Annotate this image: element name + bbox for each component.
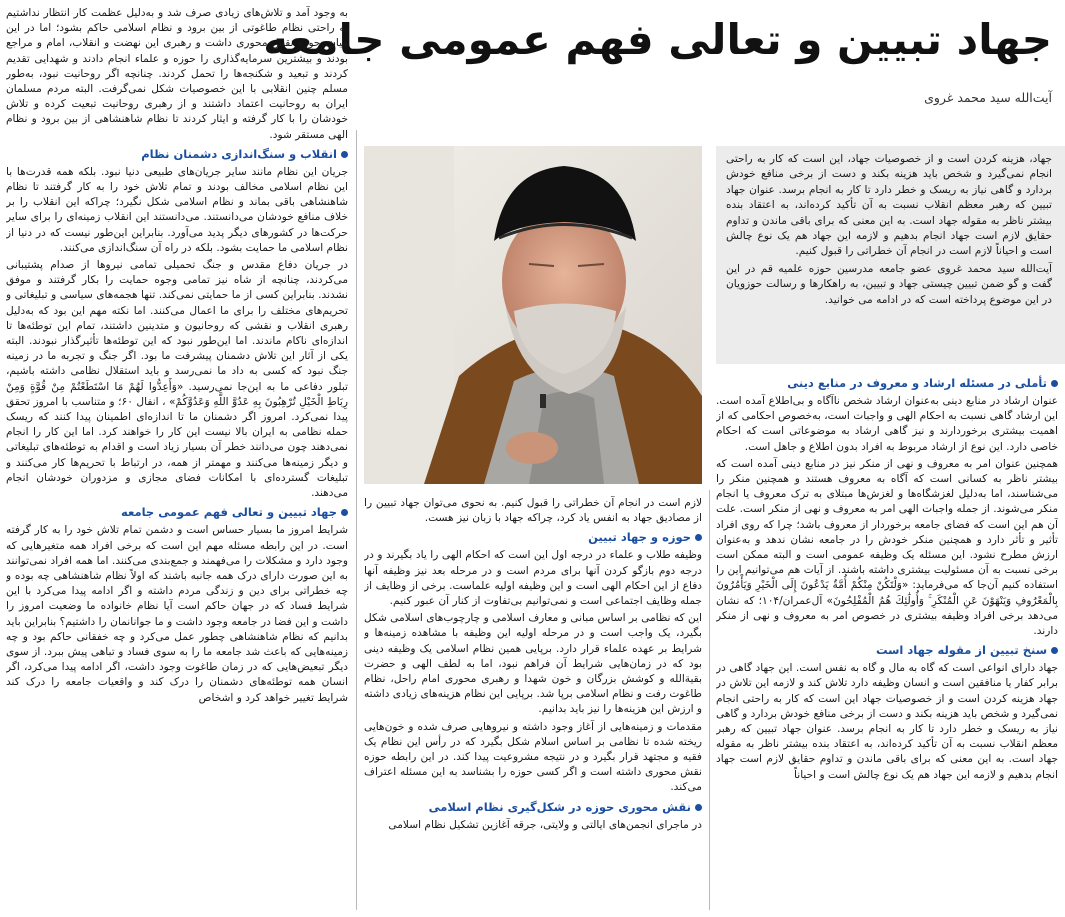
- intro-para-2: آیت‌الله سید محمد غروی عضو جامعه مدرسین حوزه علمیه قم در این گفت و گو ضمن تبیین چیستی جهاد و تبیین، به راهکارها و رسالت حوزویان در این موضوع پرداخته است که در ادامه می خوانید.: [726, 262, 1052, 306]
- right-para-3: جهاد دارای انواعی است که گاه به مال و گاه به نفس است. این جهاد گاهی در برابر کفار یا منافقین است و انسان وظیفه دارد تلاش کند و لازمه این تلاش در جهاد هزینه کردن است و از خصوصیات جهاد این است که کار به راحتی انجام نمی‌گیرد و شخص باید هزینه بکند و دست از برخی منافع خودش بردارد و گاهی نیاز به ریسک و خطر دارد تا کار به انجام برسد. عنوان جهاد تبیین که رهبر معظم انقلاب نسبت به آن تأکید کرده‌اند، به اعتقاد بنده بیشتر ناظر به مقوله جهاد است. به این معنی که برای باقی ماندن و تداوم حقایق لازم است جهاد انجام بدهیم و لازمه این جهاد هم یک نوع چالش است و احیاناً: [716, 662, 1058, 781]
- bullet-icon: [695, 804, 702, 811]
- middle-column: [364, 496, 702, 914]
- bullet-icon: [1051, 380, 1058, 387]
- left-para-1: به وجود آمد و تلاش‌های زیادی صرف شد و به‌دلیل عظمت کار انتظار نداشتیم به راحتی نظام طاغوتی از بین برود و نظام اسلامی حاکم بشود؛ اما در این میان، حوزه نقش محوری داشت و رهبری این نهضت و انقلاب، امام و مراجع بودند و بیشترین سرمایه‌گذاری را حوزه و علماء انجام دادند و شهدایی تقدیم کردند و تبعید و شکنجه‌ها را تحمل کردند. چنانچه اگر روحانیت نبود، به‌طور مسلم چنین انقلابی با این خصوصیات شکل نمی‌گرفت. البته مردم مسلمان ایران به روحانیت اعتماد داشتند و از رهبری روحانیت تبعیت کرده و تلاش خودشان را با کار گرفته و ایثار کردند تا نظام شاهنشاهی از بین برود و نظام الهی مستقر شود.: [6, 7, 348, 141]
- microphone-icon: [540, 394, 546, 408]
- middle-subhead-1: [364, 529, 702, 546]
- left-para-4: شرایط امروز ما بسیار حساس است و دشمن تمام تلاش خود را به کار گرفته است. در این رابطه مسئله مهم این است که برخی افراد همه متغیرهایی که وجود دارد و مشکلات را می‌فهمند و جمع‌بندی می‌کنند. اما همه افراد نمی‌توانند به این صورت دارای درک همه جانبه باشند که اولاً نظام شاهنشاهی چه بوده و چه خطراتی برای دین و زندگی مردم داشته و اگر ادامه پیدا می‌کرد با این شرایط فساد که در جهان حاکم است آیا نظام خانواده ما وضعیت امروز را داشت و این فضا در جامعه وجود داشت و ما جوانانمان را داشتیم؟ بنابراین باید بدانیم که نظام شاهنشاهی چطور عمل می‌کرد و چه خفقانی حاکم بود و چه زمینه‌هایی که باعث شد جامعه ما را به سوی فساد و تباهی پیش ببرد. از سوی دیگر تبعیض‌هایی که در زمان طاغوت وجود داشت، اگر ادامه پیدا می‌کرد، اگر انسان همه توطئه‌های دشمنان را درک کند و واقعیات جامعه را درک کند شرایط تغییر خواهد کرد و اشخاص: [6, 524, 348, 704]
- middle-para-3: این که نظامی بر اساس مبانی و معارف اسلامی و چارچوب‌های اسلامی شکل بگیرد، یک واجب است و در مرحله اولیه این وظیفه با مشاهده زمینه‌ها و شرایط بر عهده علماء قرار دارد. برپایی همین نظام اسلامی یک وظیفه دینی بود که در زمان‌هایی شرایط آن فراهم نبود، اما به لطف الهی و حضرت بقیة‌الله و کوشش بزرگان و خون شهدا و رهبری محوری امام راحل، نظام طاغوت رفت و نظام اسلامی برپا شد. برپایی این نظام هزینه‌های زیادی داشته و ارزش این هزینه‌ها را نیز باید بدانیم.: [364, 612, 702, 716]
- left-subhead-2-text: جهاد تبیین و تعالی فهم عمومی جامعه: [121, 505, 337, 520]
- right-para-2: همچنین عنوان امر به معروف و نهی از منکر نیز در منابع دینی آمده است که بیشتر ناظر به کسانی است که آگاه به معروف هستند و همچنین منکر را می‌شناسند، اما به‌دلیل لغزشگاه‌ها و لغزش‌ها مبتلای به ترک معروف یا انجام منکر می‌شوند. از جمله واجبات الهی امر به معروف و نهی از منکر است. علت آن هم این است که فضای جامعه برخوردار از معروف باشد؛ چرا که روی افراد تأثیر و تأثر دارد و همچنین منکر خودش را در جامعه نشان ندهد و به‌عنوان ارزش مطرح نشود. این مسئله یک وظیفه عمومی است و البته ممکن است برخی نسبت به آن مسئولیت بیشتری داشته باشند. از آیات هم می‌توانیم این را استفاده کنیم آن‌جا که می‌فرماید: «وَلْتَكُنْ مِنْكُمْ أُمَّةٌ يَدْعُونَ إِلَى الْخَيْرِ وَيَأْمُرُونَ بِالْمَعْرُوفِ وَيَنْهَوْنَ عَنِ الْمُنْكَرِ ۚ وَأُولَٰئِكَ هُمُ الْمُفْلِحُونَ» آل‌عمران/۱۰۴؛ که نشان می‌دهد برخی افراد وظیفه بیشتری در خصوص امر به معروف و نهی از منکر دارند.: [716, 457, 1058, 638]
- right-subhead-1-text: تأملی در مسئله ارشاد و معروف در منابع دینی: [787, 376, 1047, 390]
- left-column: [6, 6, 348, 914]
- intro-box: [716, 146, 1065, 364]
- left-para-3: در جریان دفاع مقدس و جنگ تحمیلی تمامی نیروها از صدام پشتیبانی می‌کردند، چنانچه از شاه نیز تمامی وجوه حمایت را بکار گرفتند و موفق نشدند. بنابراین کسی از ما حمایتی نمی‌کند. تنها هجمه‌های سیاسی و تبلیغاتی و تحریم‌های مختلف را برای ما اعمال می‌کنند. اما نکته مهم این بود که به‌دلیل رهبری انقلاب و نقشی که روحانیون و متدینین داشتند، تمام این توطئه‌ها تا اندازه‌ای ناکام ماندند. اما این‌طور نبود که این توطئه‌ها تأثیرگذار نبودند. البته یکی از آثار این تلاش دشمنان پیشرفت ما بود. اگر جنگ و تجربه ما در زمینه جنگ نبود که کسی به داد ما نمی‌رسد و باید استقلال نظامی داشته باشیم، تبلور دفاعی ما به این‌جا نمی‌رسید. «وَأَعِدُّوا لَهُمْ مَا اسْتَطَعْتُمْ مِنْ قُوَّةٍ وَمِنْ رِبَاطِ الْخَيْلِ تُرْهِبُونَ بِهِ عَدُوَّ اللَّهِ وَعَدُوَّكُمْ» ، انفال ۶۰؛ و متناسب با امروز تحقق پیدا نمی‌کرد. امروز اگر دشمنان ما تا اندازه‌ای اطمینان پیدا کنند که ریسک حمله نظامی به ایران بالا نیست این کار را خواهند کرد. اما این کار را انجام نمی‌دهند چون می‌دانند خطر آن بسیار زیاد است و اقدام به توطئه‌های تبلیغاتی و دیگر زمینه‌ها می‌کنند و مهمتر از همه، در ارتباط با تحریم‌ها کار می‌کنند و تبلیغات گسترده‌ای با امکانات فضای مجازی و مزدوران خودشان انجام می‌دهند.: [6, 259, 348, 500]
- left-subhead-1: [6, 146, 348, 163]
- middle-subhead-1-text: حوزه و جهاد تبیین: [588, 530, 691, 545]
- middle-subhead-2-text: نقش محوری حوزه در شکل‌گیری نظام اسلامی: [428, 799, 691, 814]
- right-subhead-2-text: سنخ تبیین از مقوله جهاد است: [875, 643, 1047, 658]
- article-title: جهاد تبیین و تعالی فهم عمومی جامعه: [263, 15, 1052, 64]
- left-subhead-1-text: انقلاب و سنگ‌اندازی دشمنان نظام: [141, 146, 337, 161]
- column-divider: [356, 130, 357, 910]
- middle-para-5: در ماجرای انجمن‌های ایالتی و ولایتی، جرقه آغازین تشکیل نظام اسلامی: [388, 818, 702, 831]
- left-para-2: جریان این نظام مانند سایر جریان‌های طبیعی دنیا نبود. بلکه همه قدرت‌ها با این نظام اسلامی مخالف بودند و تمام تلاش خود را به کار گرفتند تا نظام شاهنشاهی باقی بماند و نظام اسلامی شکل نگیرد؛ چراکه این انقلاب را بر خلاف منافع خودشان می‌دانستند. می‌دانستند این انقلاب زمینه‌ای را برای سایر حرکت‌ها در کشورهای دیگر پدید می‌آورد. بنابراین این‌طور نیست که در دنیا از نظام اسلامی ما حمایت بشود. بلکه در راه آن سنگ‌اندازی می‌کنند.: [6, 165, 348, 254]
- bullet-icon: [341, 509, 348, 516]
- middle-para-4: مقدمات و زمینه‌هایی از آغاز وجود داشته و نیروهایی صرف شده و خون‌هایی ریخته شده تا نظامی بر اساس اسلام شکل بگیرد که در رأس این نظام یک فقیه و مجتهد قرار بگیرد و در نتیجه مشروعیت پیدا کند. در این رابطه حوزه نقش محوری داشته است و اگر کسی حوزه را بشناسد به این مسئله اعتراف می‌کند.: [364, 720, 702, 794]
- middle-subhead-2: [364, 799, 702, 816]
- right-column: [716, 372, 1058, 914]
- author-photo: [364, 146, 702, 484]
- right-subhead-2: [716, 642, 1058, 659]
- bullet-icon: [1051, 647, 1058, 654]
- bullet-icon: [695, 534, 702, 541]
- right-subhead-1: [716, 375, 1058, 392]
- middle-para-1: لازم است در انجام آن خطراتی را قبول کنیم. به نحوی می‌توان جهاد تبیین را از مصادیق جهاد به انفس یاد کرد، چراکه جهاد با زبان نیز هست.: [364, 497, 702, 525]
- middle-para-2: وظیفه طلاب و علماء در درجه اول این است که احکام الهی را یاد بگیرند و در درجه دوم بازگو کردن آنها برای مردم است و در مرحله بعد نیز وظیفه آنها دفاع از این احکام الهی است و این وظیفه اولیه علماست. برخی از وظایف از جمله وظایف اجتماعی است و نمی‌توانیم بی‌تفاوت از کنار آن عبور کنیم.: [364, 549, 702, 608]
- right-para-1: عنوان ارشاد در منابع دینی به‌عنوان ارشاد شخص ناآگاه و بی‌اطلاع آمده است. این ارشاد گاهی نسبت به احکام الهی و واجبات است، به‌خصوص احکامی که از اهمیت بیشتری برخوردارند و نیز گاهی ارشاد به موضوعاتی است که احکام خاصی دارد. این نوع از ارشاد مربوط به افراد بدون اطلاع و جاهل است.: [716, 395, 1058, 453]
- portrait-illustration: [364, 146, 702, 484]
- article-author: آیت‌الله سید محمد غروی: [924, 90, 1052, 105]
- left-subhead-2: [6, 504, 348, 521]
- column-divider: [709, 490, 710, 910]
- intro-para-1: جهاد، هزینه کردن است و از خصوصیات جهاد، این است که کار به راحتی انجام نمی‌گیرد و شخص باید هزینه بکند و دست از برخی منافع خودش بردارد و گاهی نیاز به ریسک و خطر دارد تا کار به انجام برسد. عنوان جهاد تبیین که رهبر معظم انقلاب نسبت به آن تأکید کرده‌اند، به اعتقاد بنده بیشتر ناظر به مقوله جهاد است. به این معنی که برای باقی ماندن و تداوم حقایق لازم است جهاد انجام بدهیم و لازمه این جهاد هم یک نوع چالش است و احیاناً لازم است در انجام آن خطراتی را قبول کنیم.: [726, 153, 1052, 258]
- bullet-icon: [341, 151, 348, 158]
